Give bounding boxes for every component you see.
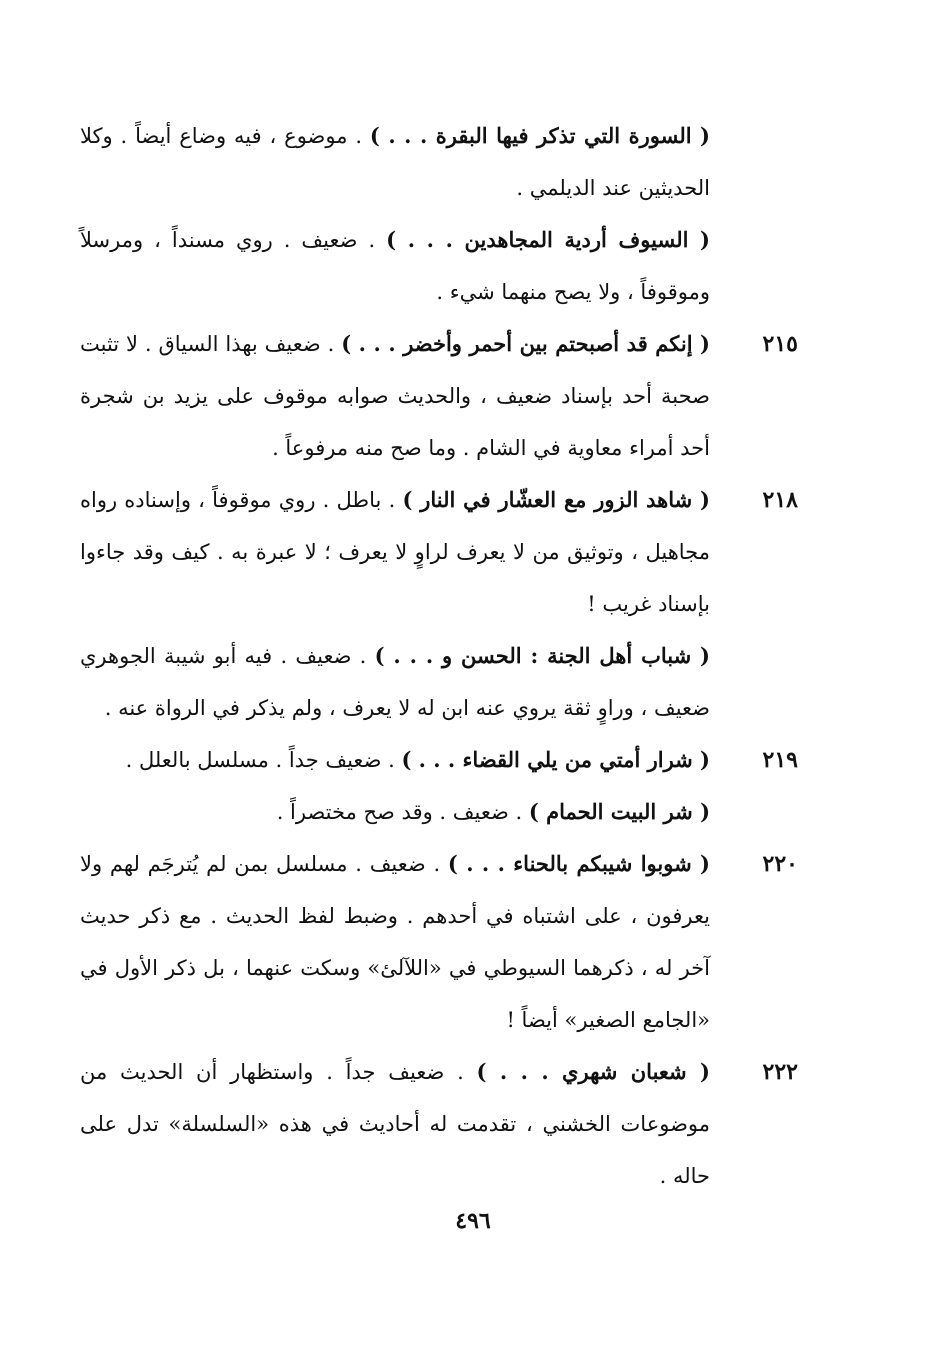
entry-number: ٢١٩ xyxy=(762,747,798,773)
hadith-title: ( السيوف أردية المجاهدين . . . ) xyxy=(386,227,710,252)
hadith-entry xyxy=(80,1046,710,1202)
hadith-commentary: . ضعيف . وقد صح مختصراً . xyxy=(276,800,529,824)
hadith-entry xyxy=(80,474,710,630)
hadith-commentary: . ضعيف . فيه أبو شيبة الجوهري ضعيف ، وراوٍ ثقة يروي عنه ابن له لا يعرف ، ولم يذكر في الرواة عنه . xyxy=(80,644,710,720)
hadith-commentary: . ضعيف . مسلسل بمن لم يُترجَم لهم ولا يعرفون ، على اشتباه في أحدهم . وضبط لفظ الحديث . مع ذكر حديث آخر له ، ذكرهما السيوطي في «اللآلئ» وسكت عنهما ، بل ذكر الأول في «الجامع الصغير» أيضاً ! xyxy=(80,852,710,1032)
hadith-commentary: . باطل . روي موقوفاً ، وإسناده رواه مجاهيل ، وتوثيق من لا يعرف لراوٍ لا يعرف ؛ لا عبرة به . كيف وقد جاءوا بإسناد غريب ! xyxy=(80,488,710,616)
entry-number: ٢٢٠ xyxy=(762,851,798,877)
entry-number: ٢٢٢ xyxy=(762,1059,798,1085)
hadith-entry xyxy=(80,630,710,734)
hadith-title: ( شر البيت الحمام ) xyxy=(528,799,710,824)
entry-number: ٢١٥ xyxy=(762,331,798,357)
hadith-commentary: . ضعيف جداً . واستظهار أن الحديث من موضوعات الخشني ، تقدمت له أحاديث في هذه «السلسلة» تدل على حاله . xyxy=(80,1060,710,1188)
hadith-commentary: . موضوع ، فيه وضاع أيضاً . وكلا الحديثين عند الديلمي . xyxy=(80,124,710,200)
hadith-entry xyxy=(80,110,710,214)
hadith-entry xyxy=(80,318,710,474)
hadith-commentary: . ضعيف . روي مسنداً ، ومرسلاً وموقوفاً ، ولا يصح منهما شيء . xyxy=(80,228,710,304)
hadith-entry xyxy=(80,214,710,318)
hadith-title: ( شعبان شهري . . . ) xyxy=(476,1059,710,1084)
hadith-commentary: . ضعيف بهذا السياق . لا تثبت صحبة أحد بإسناد ضعيف ، والحديث صوابه موقوف على يزيد بن شجرة أحد أمراء معاوية في الشام . وما صح منه مرفوعاً . xyxy=(80,332,710,460)
page-number: ٤٩٦ xyxy=(455,1208,491,1234)
hadith-title: ( إنكم قد أصبحتم بين أحمر وأخضر . . . ) xyxy=(341,331,710,356)
entry-number: ٢١٨ xyxy=(762,487,798,513)
hadith-title: ( شوبوا شيبكم بالحناء . . . ) xyxy=(447,851,710,876)
hadith-title: ( شرار أمتي من يلي القضاء . . . ) xyxy=(401,747,710,772)
hadith-entry xyxy=(80,786,710,838)
hadith-title: ( شاهد الزور مع العشّار في النار ) xyxy=(402,487,710,512)
hadith-title: ( السورة التي تذكر فيها البقرة . . . ) xyxy=(369,123,710,148)
hadith-commentary: . ضعيف جداً . مسلسل بالعلل . xyxy=(125,748,402,772)
hadith-entry xyxy=(80,734,710,786)
hadith-entry xyxy=(80,838,710,1046)
hadith-title: ( شباب أهل الجنة : الحسن و . . . ) xyxy=(374,643,710,668)
